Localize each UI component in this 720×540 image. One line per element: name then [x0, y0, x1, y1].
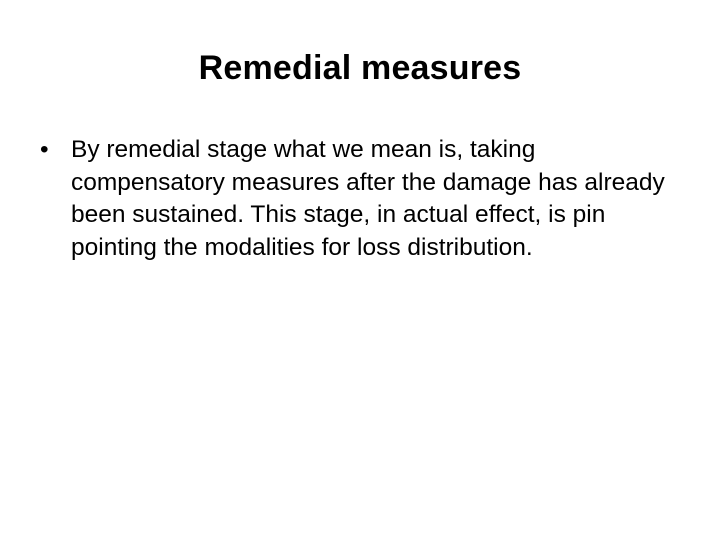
bullet-list [40, 134, 680, 264]
bullet-icon: • [40, 136, 49, 163]
slide-title: Remedial measures [198, 49, 522, 87]
bullet-item [40, 134, 680, 264]
bullet-text: By remedial stage what we mean is, taking compensatory measures after the damage has already been sustained. This stage, in actual effect, is pin pointing the modalities for loss distribution. [71, 136, 665, 261]
